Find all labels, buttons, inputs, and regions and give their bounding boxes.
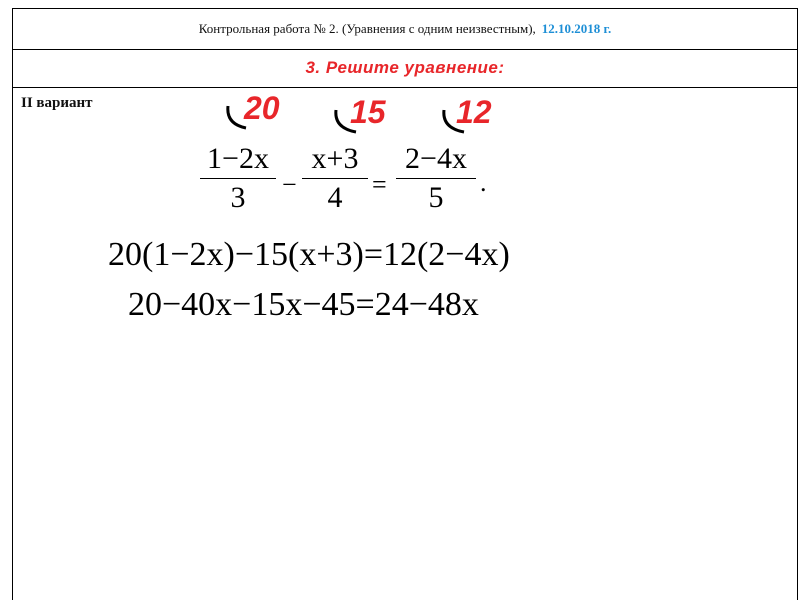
multiplier-12: 12 [456,94,492,130]
multiplier-15: 15 [350,94,386,130]
fraction-1-numerator: 1−2x [207,142,269,175]
header-title: Контрольная работа № 2. (Уравнения с одним неизвестным), [198,21,536,36]
equals-operator: = [372,170,387,199]
task-label: 3. Решите уравнение: [305,58,505,77]
fraction-3 [396,142,476,215]
variant-label: II вариант [21,95,93,111]
period: . [480,168,487,197]
fraction-1-denominator: 3 [230,181,246,214]
fraction-2-numerator: x+3 [311,142,359,175]
fraction-2 [302,142,368,215]
minus-operator: − [282,170,297,199]
solution-step-2: 20−40x−15x−45=24−48x [128,286,479,323]
header-date: 12.10.2018 г. [541,21,612,36]
fraction-2-denominator: 4 [327,181,343,214]
fraction-1 [200,142,276,215]
solution-step-1: 20(1−2x)−15(x+3)=12(2−4x) [108,236,510,273]
fraction-3-numerator: 2−4x [405,142,467,175]
multiplier-20: 20 [244,90,280,126]
fraction-3-denominator: 5 [428,181,444,214]
